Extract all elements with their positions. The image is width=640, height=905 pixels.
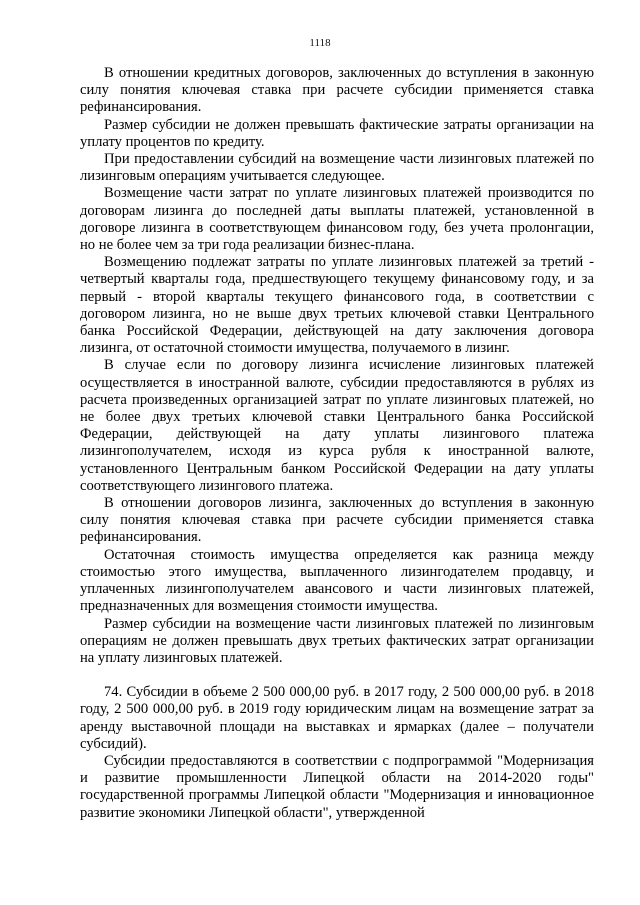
paragraph: Возмещение части затрат по уплате лизинговых платежей производится по договорам лизинга до последней даты выплаты платежей, установленной в договоре лизинга в соответствующем финансовом году, без учета пролонгации, но не более чем за три года реализации бизнес-плана.: [80, 185, 594, 254]
paragraph: В случае если по договору лизинга исчисление лизинговых платежей осуществляется в иностранной валюте, субсидии предоставляются в рублях из расчета произведенных организацией затрат по уплате лизинговых платежей, но не более двух третьих ключевой ставки Центрального банка Российской Федерации, действующей на дату уплаты лизингового платежа лизингополучателем, исходя из курса рубля к иностранной валюте, установленного Центральным банком Российской Федерации на дату уплаты соответствующего лизингового платежа.: [80, 357, 594, 494]
paragraph-section-74: 74. Субсидии в объеме 2 500 000,00 руб. в 2017 году, 2 500 000,00 руб. в 2018 году, 2 500 000,00 руб. в 2019 году юридическим лицам на возмещение затрат за аренду выставочной площади на выставках и ярмарках (далее – получатели субсидий).: [80, 684, 594, 752]
paragraph: При предоставлении субсидий на возмещение части лизинговых платежей по лизинговым операциям учитывается следующее.: [80, 151, 594, 185]
paragraph: Субсидии предоставляются в соответствии с подпрограммой "Модернизация и развитие промышленности Липецкой области на 2014-2020 годы" государственной программы Липецкой области "Модернизация и инновационное развитие экономики Липецкой области", утвержденной: [80, 752, 594, 821]
paragraph: Остаточная стоимость имущества определяется как разница между стоимостью этого имущества, выплаченного лизингодателем продавцу, и уплаченных лизингополучателем авансового и части лизинговых платежей, предназначенных для возмещения стоимости имущества.: [80, 546, 594, 615]
paragraph: В отношении договоров лизинга, заключенных до вступления в законную силу понятия ключевая ставка при расчете субсидии применяется ставка рефинансирования.: [80, 495, 594, 546]
paragraph: Размер субсидии не должен превышать фактические затраты организации на уплату процентов по кредиту.: [80, 116, 594, 150]
page-number: 1118: [309, 37, 331, 49]
paragraph: Возмещению подлежат затраты по уплате лизинговых платежей за третий - четвертый кварталы года, предшествующего текущему финансовому году, и за первый - второй кварталы текущего финансового года, в соответствии с договором лизинга, но не выше двух третьих ключевой ставки Центрального банка Российской Федерации, действующей на дату заключения договора лизинга, от остаточной стоимости имущества, получаемого в лизинг.: [80, 254, 594, 357]
document-body: [80, 65, 594, 822]
paragraph: Размер субсидии на возмещение части лизинговых платежей по лизинговым операциям не должен превышать двух третьих фактических затрат организации на уплату лизинговых платежей.: [80, 615, 594, 666]
paragraph: В отношении кредитных договоров, заключенных до вступления в законную силу понятия ключевая ставка при расчете субсидии применяется ставка рефинансирования.: [80, 65, 594, 116]
